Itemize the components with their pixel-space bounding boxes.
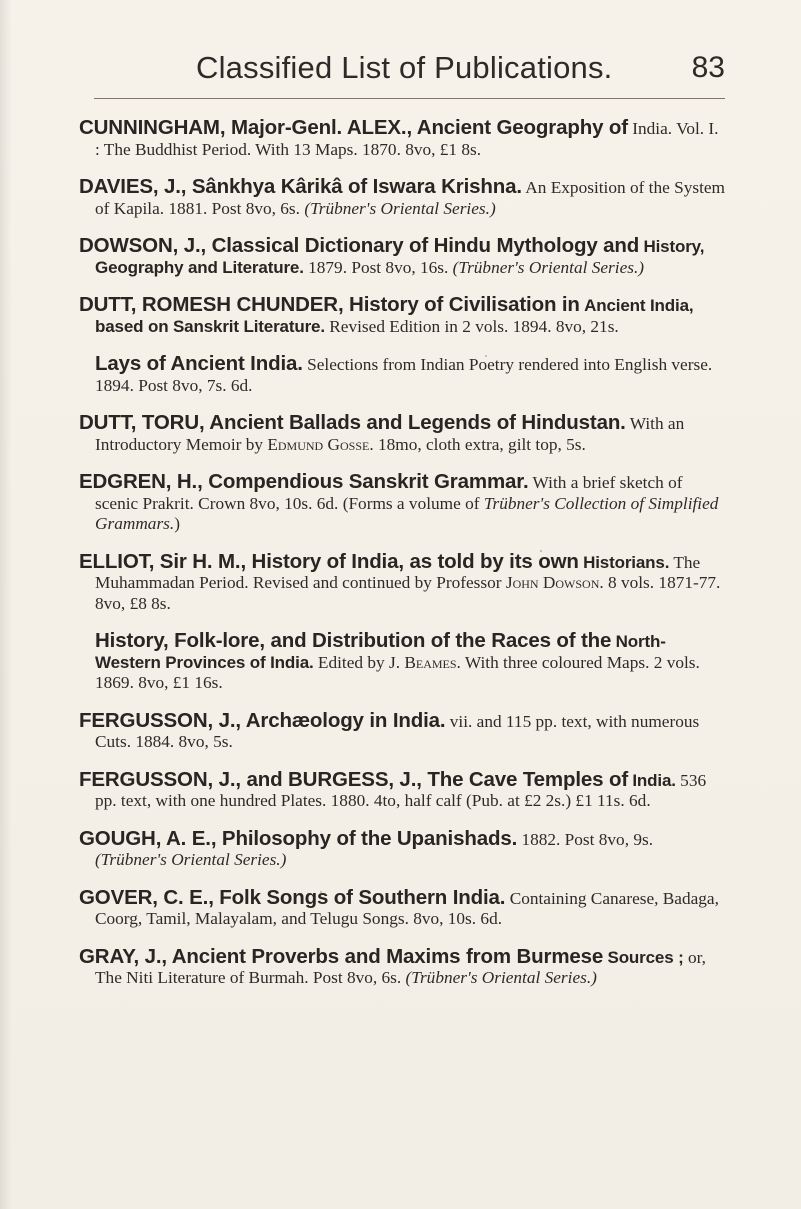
- entry-heading: DAVIES, J., Sânkhya Kârikâ of Iswara Krishna.: [79, 175, 522, 198]
- entry-description: or, The Niti Literature of Burmah. Post 8vo, 6s.: [95, 947, 706, 987]
- entry-heading: GOUGH, A. E., Philosophy of the Upanishads.: [79, 826, 518, 850]
- entry-subheading: Historians.: [583, 552, 670, 572]
- page-speck: [320, 891, 322, 893]
- publication-entry-cunningham: [79, 117, 725, 160]
- entry-series: (Trübner's Oriental Series.): [405, 968, 597, 987]
- entry-description: 1882. Post 8vo, 9s.: [521, 829, 654, 849]
- entry-description: The Muhammadan Period. Revised and continued by Professor: [95, 552, 701, 592]
- publication-entry-gover: [79, 887, 725, 930]
- publication-entry-dutt-romesh: [79, 294, 725, 337]
- entry-description: 1879. Post 8vo, 16s.: [308, 257, 449, 277]
- entry-heading: Lays of Ancient India.: [95, 352, 303, 375]
- page-number: 83: [691, 51, 725, 84]
- entry-subheading: History, Geography and Literature.: [95, 237, 705, 277]
- page-title: Classified List of Publications.: [196, 50, 613, 85]
- entry-heading: DOWSON, J., Classical Dictionary of Hindu Mythology and: [79, 234, 640, 257]
- entry-series: (Trübner's Oriental Series.): [452, 257, 645, 277]
- publication-entry-fergusson: [79, 710, 725, 753]
- entry-heading: ELLIOT, Sir H. M., History of India, as told by its own: [79, 549, 579, 573]
- publication-entry-elliot: [79, 551, 725, 615]
- entry-heading: DUTT, ROMESH CHUNDER, History of Civilisation in: [79, 293, 580, 316]
- page-header: [94, 48, 725, 99]
- entry-heading: DUTT, TORU, Ancient Ballads and Legends of Hindustan.: [79, 411, 626, 434]
- entry-description: Selections from Indian Poetry rendered into English verse. 1894. Post 8vo, 7s. 6d.: [95, 355, 713, 395]
- entry-description-continued: 8 vols. 1871-77. 8vo, £8 8s.: [95, 573, 721, 613]
- editor-name: J. Beames.: [388, 652, 461, 672]
- entry-heading: FERGUSSON, J., and BURGESS, J., The Cave Temples of: [79, 767, 629, 791]
- publication-entry-edgren: [79, 471, 725, 535]
- entry-series: (Trübner's Oriental Series.): [304, 198, 496, 218]
- entry-series: Trübner's Collection of Simplified Grammars.: [95, 493, 719, 533]
- entry-series: (Trübner's Oriental Series.): [95, 850, 287, 869]
- entry-heading: CUNNINGHAM, Major-Genl. ALEX., Ancient Geography of: [79, 116, 628, 139]
- publication-entry-davies: [79, 176, 725, 219]
- entry-description: Revised Edition in 2 vols. 1894. 8vo, 21s.: [329, 316, 619, 336]
- entry-heading: History, Folk-lore, and Distribution of the Races of the: [95, 629, 612, 652]
- entry-heading: EDGREN, H., Compendious Sanskrit Grammar.: [79, 470, 529, 493]
- entry-subheading: Ancient India, based on Sanskrit Literature.: [95, 296, 694, 336]
- entry-subheading: India.: [632, 770, 676, 790]
- entry-description: Edited by: [317, 652, 385, 672]
- page-speck: [485, 355, 487, 357]
- entry-note-close: ): [174, 514, 180, 533]
- publication-entry-dowson: [79, 235, 725, 278]
- publication-list: [79, 117, 725, 1005]
- entry-description: With a brief sketch of scenic Prakrit. Crown 8vo, 10s. 6d.: [95, 473, 683, 513]
- entry-note: (Forms a volume of: [342, 493, 480, 513]
- entry-heading: FERGUSSON, J., Archæology in India.: [79, 708, 446, 732]
- entry-subheading: North-Western Provinces of India.: [95, 632, 666, 672]
- entry-description-continued: With three coloured Maps. 2 vols. 1869. 8vo, £1 16s.: [95, 652, 700, 692]
- publication-subentry-races-of-north-western-provinces: [79, 630, 725, 694]
- entry-description: India. Vol. I. : The Buddhist Period. With 13 Maps. 1870. 8vo, £1 8s.: [95, 119, 719, 159]
- editor-name: Edmund Gosse.: [267, 434, 374, 454]
- editor-name: John Dowson.: [505, 573, 604, 592]
- publication-entry-dutt-toru: [79, 412, 725, 455]
- publication-subentry-lays-of-ancient-india: [79, 353, 725, 396]
- publication-entry-fergusson-burgess: [79, 769, 725, 812]
- entry-heading: GOVER, C. E., Folk Songs of Southern India.: [79, 885, 506, 909]
- page-speck: [540, 550, 542, 552]
- entry-description: 536 pp. text, with one hundred Plates. 1880. 4to, half calf (Pub. at £2 2s.) £1 11s. 6d.: [95, 770, 707, 810]
- entry-subheading: Sources ;: [607, 947, 684, 967]
- entry-description: An Exposition of the System of Kapila. 1881. Post 8vo, 6s.: [95, 178, 725, 218]
- entry-heading: GRAY, J., Ancient Proverbs and Maxims from Burmese: [79, 944, 604, 968]
- publication-entry-gough: [79, 828, 725, 871]
- publication-entry-gray: [79, 946, 725, 989]
- entry-description: Containing Canarese, Badaga, Coorg, Tamil, Malayalam, and Telugu Songs. 8vo, 10s. 6d.: [95, 888, 719, 928]
- entry-description: With an Introductory Memoir by: [95, 414, 685, 454]
- entry-description: vii. and 115 pp. text, with numerous Cuts. 1884. 8vo, 5s.: [95, 711, 700, 751]
- entry-description-continued: 18mo, cloth extra, gilt top, 5s.: [378, 434, 586, 454]
- page-edge-shadow: [0, 0, 12, 1209]
